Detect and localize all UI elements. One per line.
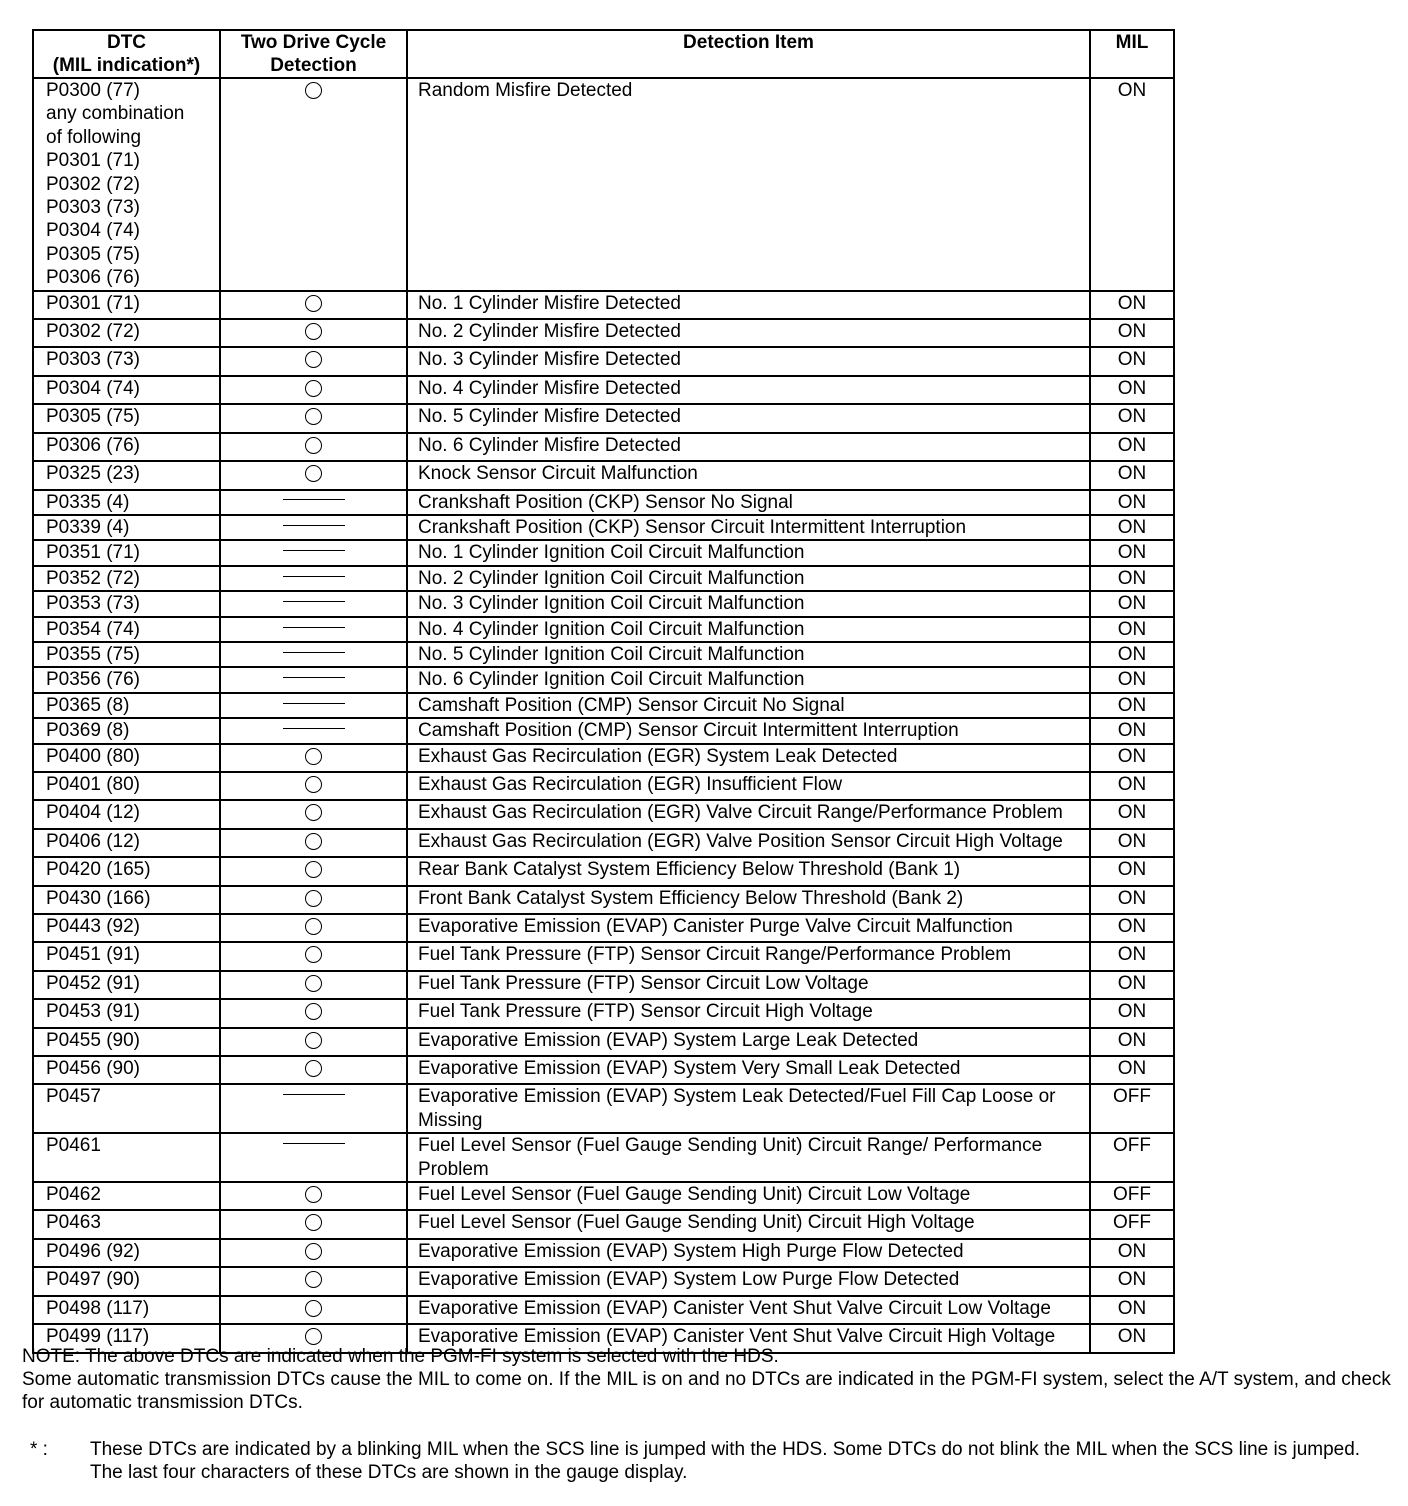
note-line-1: NOTE: The above DTCs are indicated when the PGM-FI system is selected with the HDS. — [22, 1346, 779, 1367]
detection-item: Evaporative Emission (EVAP) Canister Vent Shut Valve Circuit Low Voltage — [407, 1296, 1090, 1324]
circle-icon — [305, 1243, 322, 1260]
circle-icon — [305, 1186, 322, 1203]
dash-icon — [283, 1094, 345, 1095]
detection-item: Fuel Level Sensor (Fuel Gauge Sending Unit) Circuit High Voltage — [407, 1210, 1090, 1238]
dash-icon — [283, 499, 345, 500]
dtc-code: P0496 (92) — [33, 1239, 220, 1267]
table-row — [33, 1182, 1174, 1210]
dtc-table — [32, 29, 1175, 1354]
dtc-code: P0401 (80) — [33, 772, 220, 800]
dtc-code: P0302 (72) — [33, 319, 220, 347]
table-row — [33, 744, 1174, 772]
table-row — [33, 1296, 1174, 1324]
two-drive-cycle-cell — [220, 566, 407, 591]
table-row — [33, 490, 1174, 515]
mil-status: ON — [1090, 404, 1174, 432]
mil-status: ON — [1090, 667, 1174, 692]
two-drive-cycle-cell — [220, 800, 407, 828]
two-drive-cycle-cell — [220, 461, 407, 489]
dtc-code: P0352 (72) — [33, 566, 220, 591]
mil-status: ON — [1090, 886, 1174, 914]
dtc-code: P0353 (73) — [33, 591, 220, 616]
dash-icon — [283, 525, 345, 526]
dtc-code: P0463 — [33, 1210, 220, 1238]
footnote-marker: * : — [30, 1439, 48, 1460]
two-drive-cycle-cell — [220, 1239, 407, 1267]
dtc-code: P0430 (166) — [33, 886, 220, 914]
circle-icon — [305, 804, 322, 821]
table-row — [33, 591, 1174, 616]
dtc-code: P0420 (165) — [33, 857, 220, 885]
two-drive-cycle-cell — [220, 718, 407, 743]
detection-item: Camshaft Position (CMP) Sensor Circuit Intermittent Interruption — [407, 718, 1090, 743]
two-drive-cycle-cell — [220, 886, 407, 914]
two-drive-cycle-cell — [220, 642, 407, 667]
detection-item: No. 6 Cylinder Ignition Coil Circuit Malfunction — [407, 667, 1090, 692]
footnote-text: These DTCs are indicated by a blinking MIL when the SCS line is jumped with the HDS. Some DTCs do not blink the MIL when the SCS line is jumped. The last four characters of these DTCs are shown in the gauge display. — [90, 1439, 1361, 1483]
circle-icon — [305, 1328, 322, 1345]
two-drive-cycle-cell — [220, 540, 407, 565]
table-row — [33, 999, 1174, 1027]
circle-icon — [305, 975, 322, 992]
table-row — [33, 1267, 1174, 1295]
two-drive-cycle-cell — [220, 1210, 407, 1238]
dtc-code: P0406 (12) — [33, 829, 220, 857]
detection-item: Knock Sensor Circuit Malfunction — [407, 461, 1090, 489]
mil-status: ON — [1090, 999, 1174, 1027]
table-row — [33, 617, 1174, 642]
table-row — [33, 642, 1174, 667]
mil-status: OFF — [1090, 1210, 1174, 1238]
dtc-code: P0325 (23) — [33, 461, 220, 489]
table-row — [33, 800, 1174, 828]
mil-status: OFF — [1090, 1084, 1174, 1133]
two-drive-cycle-cell — [220, 319, 407, 347]
mil-status: ON — [1090, 1324, 1174, 1352]
circle-icon — [305, 1214, 322, 1231]
dtc-code: P0461 — [33, 1133, 220, 1182]
two-drive-cycle-cell — [220, 433, 407, 461]
dtc-code: P0355 (75) — [33, 642, 220, 667]
mil-status: ON — [1090, 914, 1174, 942]
mil-status: ON — [1090, 1267, 1174, 1295]
table-row — [33, 914, 1174, 942]
dtc-code: P0339 (4) — [33, 515, 220, 540]
detection-item: Crankshaft Position (CKP) Sensor Circuit Intermittent Interruption — [407, 515, 1090, 540]
two-drive-cycle-cell — [220, 291, 407, 319]
detection-item: Fuel Level Sensor (Fuel Gauge Sending Unit) Circuit Low Voltage — [407, 1182, 1090, 1210]
circle-icon — [305, 890, 322, 907]
dtc-code: P0499 (117) — [33, 1324, 220, 1352]
header-detection-item: Detection Item — [407, 30, 1090, 78]
circle-icon — [305, 833, 322, 850]
table-row — [33, 433, 1174, 461]
circle-icon — [305, 1032, 322, 1049]
two-drive-cycle-cell — [220, 857, 407, 885]
table-row — [33, 515, 1174, 540]
dtc-code: P0369 (8) — [33, 718, 220, 743]
table-header-row — [33, 30, 1174, 78]
detection-item: Exhaust Gas Recirculation (EGR) Valve Position Sensor Circuit High Voltage — [407, 829, 1090, 857]
two-drive-cycle-cell — [220, 667, 407, 692]
dtc-code: P0498 (117) — [33, 1296, 220, 1324]
detection-item: No. 6 Cylinder Misfire Detected — [407, 433, 1090, 461]
dash-icon — [283, 652, 345, 653]
two-drive-cycle-cell — [220, 1267, 407, 1295]
circle-icon — [305, 82, 322, 99]
detection-item: Evaporative Emission (EVAP) System Low Purge Flow Detected — [407, 1267, 1090, 1295]
circle-icon — [305, 408, 322, 425]
circle-icon — [305, 295, 322, 312]
mil-status: ON — [1090, 642, 1174, 667]
mil-status: ON — [1090, 291, 1174, 319]
two-drive-cycle-cell — [220, 1056, 407, 1084]
table-body — [33, 78, 1174, 1353]
circle-icon — [305, 465, 322, 482]
detection-item: Fuel Tank Pressure (FTP) Sensor Circuit Low Voltage — [407, 971, 1090, 999]
detection-item: No. 4 Cylinder Ignition Coil Circuit Malfunction — [407, 617, 1090, 642]
circle-icon — [305, 380, 322, 397]
detection-item: Exhaust Gas Recirculation (EGR) System Leak Detected — [407, 744, 1090, 772]
dash-icon — [283, 703, 345, 704]
detection-item: No. 2 Cylinder Ignition Coil Circuit Malfunction — [407, 566, 1090, 591]
two-drive-cycle-cell — [220, 617, 407, 642]
circle-icon — [305, 776, 322, 793]
dtc-code: P0443 (92) — [33, 914, 220, 942]
two-drive-cycle-cell — [220, 971, 407, 999]
table-row — [33, 1056, 1174, 1084]
detection-item: Evaporative Emission (EVAP) System High Purge Flow Detected — [407, 1239, 1090, 1267]
detection-item: No. 5 Cylinder Misfire Detected — [407, 404, 1090, 432]
mil-status: ON — [1090, 347, 1174, 375]
mil-status: ON — [1090, 800, 1174, 828]
table-row — [33, 1084, 1174, 1133]
table-row — [33, 566, 1174, 591]
circle-icon — [305, 918, 322, 935]
mil-status: ON — [1090, 1028, 1174, 1056]
mil-status: ON — [1090, 540, 1174, 565]
detection-item: Random Misfire Detected — [407, 78, 1090, 291]
table-row — [33, 1210, 1174, 1238]
circle-icon — [305, 1060, 322, 1077]
detection-item: Fuel Tank Pressure (FTP) Sensor Circuit Range/Performance Problem — [407, 942, 1090, 970]
dtc-code: P0456 (90) — [33, 1056, 220, 1084]
dtc-code: P0300 (77) any combination of following P0301 (71) P0302 (72) P0303 (73) P0304 (74) P0305 (75) P0306 (76) — [33, 78, 220, 291]
table-row — [33, 1133, 1174, 1182]
mil-status: OFF — [1090, 1182, 1174, 1210]
dtc-code: P0453 (91) — [33, 999, 220, 1027]
dtc-code: P0451 (91) — [33, 942, 220, 970]
detection-item: No. 3 Cylinder Misfire Detected — [407, 347, 1090, 375]
detection-item: No. 1 Cylinder Misfire Detected — [407, 291, 1090, 319]
table-row — [33, 376, 1174, 404]
circle-icon — [305, 437, 322, 454]
mil-status: ON — [1090, 433, 1174, 461]
two-drive-cycle-cell — [220, 591, 407, 616]
header-two-drive-cycle: Two Drive Cycle Detection — [220, 30, 407, 78]
two-drive-cycle-cell — [220, 1182, 407, 1210]
mil-status: ON — [1090, 1239, 1174, 1267]
mil-status: ON — [1090, 693, 1174, 718]
mil-status: ON — [1090, 829, 1174, 857]
table-row — [33, 971, 1174, 999]
dtc-code: P0497 (90) — [33, 1267, 220, 1295]
header-dtc: DTC (MIL indication*) — [33, 30, 220, 78]
circle-icon — [305, 351, 322, 368]
dtc-code: P0455 (90) — [33, 1028, 220, 1056]
dash-icon — [283, 601, 345, 602]
two-drive-cycle-cell — [220, 914, 407, 942]
table-row — [33, 1239, 1174, 1267]
circle-icon — [305, 1003, 322, 1020]
mil-status: ON — [1090, 857, 1174, 885]
table-row — [33, 829, 1174, 857]
dash-icon — [283, 576, 345, 577]
detection-item: Crankshaft Position (CKP) Sensor No Signal — [407, 490, 1090, 515]
two-drive-cycle-cell — [220, 999, 407, 1027]
table-row — [33, 693, 1174, 718]
dtc-code: P0305 (75) — [33, 404, 220, 432]
dash-icon — [283, 627, 345, 628]
circle-icon — [305, 1300, 322, 1317]
detection-item: No. 4 Cylinder Misfire Detected — [407, 376, 1090, 404]
mil-status: ON — [1090, 718, 1174, 743]
table-row — [33, 942, 1174, 970]
detection-item: Evaporative Emission (EVAP) System Leak Detected/Fuel Fill Cap Loose or Missing — [407, 1084, 1090, 1133]
detection-item: Rear Bank Catalyst System Efficiency Below Threshold (Bank 1) — [407, 857, 1090, 885]
mil-status: ON — [1090, 1056, 1174, 1084]
dtc-code: P0404 (12) — [33, 800, 220, 828]
dtc-code: P0335 (4) — [33, 490, 220, 515]
dash-icon — [283, 550, 345, 551]
mil-status: ON — [1090, 744, 1174, 772]
dtc-code: P0301 (71) — [33, 291, 220, 319]
two-drive-cycle-cell — [220, 490, 407, 515]
two-drive-cycle-cell — [220, 829, 407, 857]
dtc-code: P0351 (71) — [33, 540, 220, 565]
mil-status: ON — [1090, 772, 1174, 800]
dash-icon — [283, 677, 345, 678]
mil-status: ON — [1090, 461, 1174, 489]
mil-status: ON — [1090, 78, 1174, 291]
circle-icon — [305, 861, 322, 878]
table-row — [33, 718, 1174, 743]
circle-icon — [305, 1271, 322, 1288]
circle-icon — [305, 748, 322, 765]
mil-status: ON — [1090, 617, 1174, 642]
detection-item: Exhaust Gas Recirculation (EGR) Valve Circuit Range/Performance Problem — [407, 800, 1090, 828]
table-row — [33, 857, 1174, 885]
dash-icon — [283, 1143, 345, 1144]
detection-item: Evaporative Emission (EVAP) System Very Small Leak Detected — [407, 1056, 1090, 1084]
two-drive-cycle-cell — [220, 1296, 407, 1324]
mil-status: ON — [1090, 942, 1174, 970]
mil-status: ON — [1090, 319, 1174, 347]
dtc-code: P0462 — [33, 1182, 220, 1210]
detection-item: Exhaust Gas Recirculation (EGR) Insufficient Flow — [407, 772, 1090, 800]
dash-icon — [283, 728, 345, 729]
mil-status: ON — [1090, 515, 1174, 540]
table-row — [33, 461, 1174, 489]
table-row — [33, 540, 1174, 565]
two-drive-cycle-cell — [220, 515, 407, 540]
detection-item: Evaporative Emission (EVAP) Canister Purge Valve Circuit Malfunction — [407, 914, 1090, 942]
table-row — [33, 772, 1174, 800]
detection-item: No. 2 Cylinder Misfire Detected — [407, 319, 1090, 347]
mil-status: ON — [1090, 376, 1174, 404]
dtc-code: P0354 (74) — [33, 617, 220, 642]
table-row — [33, 886, 1174, 914]
two-drive-cycle-cell — [220, 693, 407, 718]
two-drive-cycle-cell — [220, 78, 407, 291]
mil-status: ON — [1090, 490, 1174, 515]
two-drive-cycle-cell — [220, 1028, 407, 1056]
mil-status: OFF — [1090, 1133, 1174, 1182]
dtc-code: P0365 (8) — [33, 693, 220, 718]
dtc-code: P0306 (76) — [33, 433, 220, 461]
mil-status: ON — [1090, 566, 1174, 591]
detection-item: Camshaft Position (CMP) Sensor Circuit No Signal — [407, 693, 1090, 718]
two-drive-cycle-cell — [220, 404, 407, 432]
note-block — [22, 1345, 1392, 1414]
table-row — [33, 1028, 1174, 1056]
mil-status: ON — [1090, 591, 1174, 616]
two-drive-cycle-cell — [220, 1084, 407, 1133]
note-line-2: Some automatic transmission DTCs cause the MIL to come on. If the MIL is on and no DTCs are indicated in the PGM-FI system, select the A/T system, and check for automatic transmission DTCs. — [22, 1369, 1391, 1413]
table-row — [33, 347, 1174, 375]
two-drive-cycle-cell — [220, 376, 407, 404]
detection-item: No. 1 Cylinder Ignition Coil Circuit Malfunction — [407, 540, 1090, 565]
two-drive-cycle-cell — [220, 942, 407, 970]
mil-status: ON — [1090, 971, 1174, 999]
detection-item: No. 3 Cylinder Ignition Coil Circuit Malfunction — [407, 591, 1090, 616]
header-mil: MIL — [1090, 30, 1174, 78]
dtc-code: P0452 (91) — [33, 971, 220, 999]
table-row — [33, 404, 1174, 432]
two-drive-cycle-cell — [220, 744, 407, 772]
circle-icon — [305, 946, 322, 963]
detection-item: Evaporative Emission (EVAP) Canister Vent Shut Valve Circuit High Voltage — [407, 1324, 1090, 1352]
table-row — [33, 291, 1174, 319]
detection-item: Evaporative Emission (EVAP) System Large Leak Detected — [407, 1028, 1090, 1056]
circle-icon — [305, 323, 322, 340]
mil-status: ON — [1090, 1296, 1174, 1324]
dtc-code: P0304 (74) — [33, 376, 220, 404]
detection-item: No. 5 Cylinder Ignition Coil Circuit Malfunction — [407, 642, 1090, 667]
detection-item: Front Bank Catalyst System Efficiency Below Threshold (Bank 2) — [407, 886, 1090, 914]
dtc-code: P0303 (73) — [33, 347, 220, 375]
dtc-code: P0356 (76) — [33, 667, 220, 692]
table-row — [33, 667, 1174, 692]
table-row — [33, 78, 1174, 291]
two-drive-cycle-cell — [220, 347, 407, 375]
detection-item: Fuel Tank Pressure (FTP) Sensor Circuit High Voltage — [407, 999, 1090, 1027]
two-drive-cycle-cell — [220, 772, 407, 800]
dtc-code: P0400 (80) — [33, 744, 220, 772]
table-row — [33, 319, 1174, 347]
detection-item: Fuel Level Sensor (Fuel Gauge Sending Unit) Circuit Range/ Performance Problem — [407, 1133, 1090, 1182]
dtc-code: P0457 — [33, 1084, 220, 1133]
two-drive-cycle-cell — [220, 1133, 407, 1182]
footnote — [22, 1438, 1392, 1484]
